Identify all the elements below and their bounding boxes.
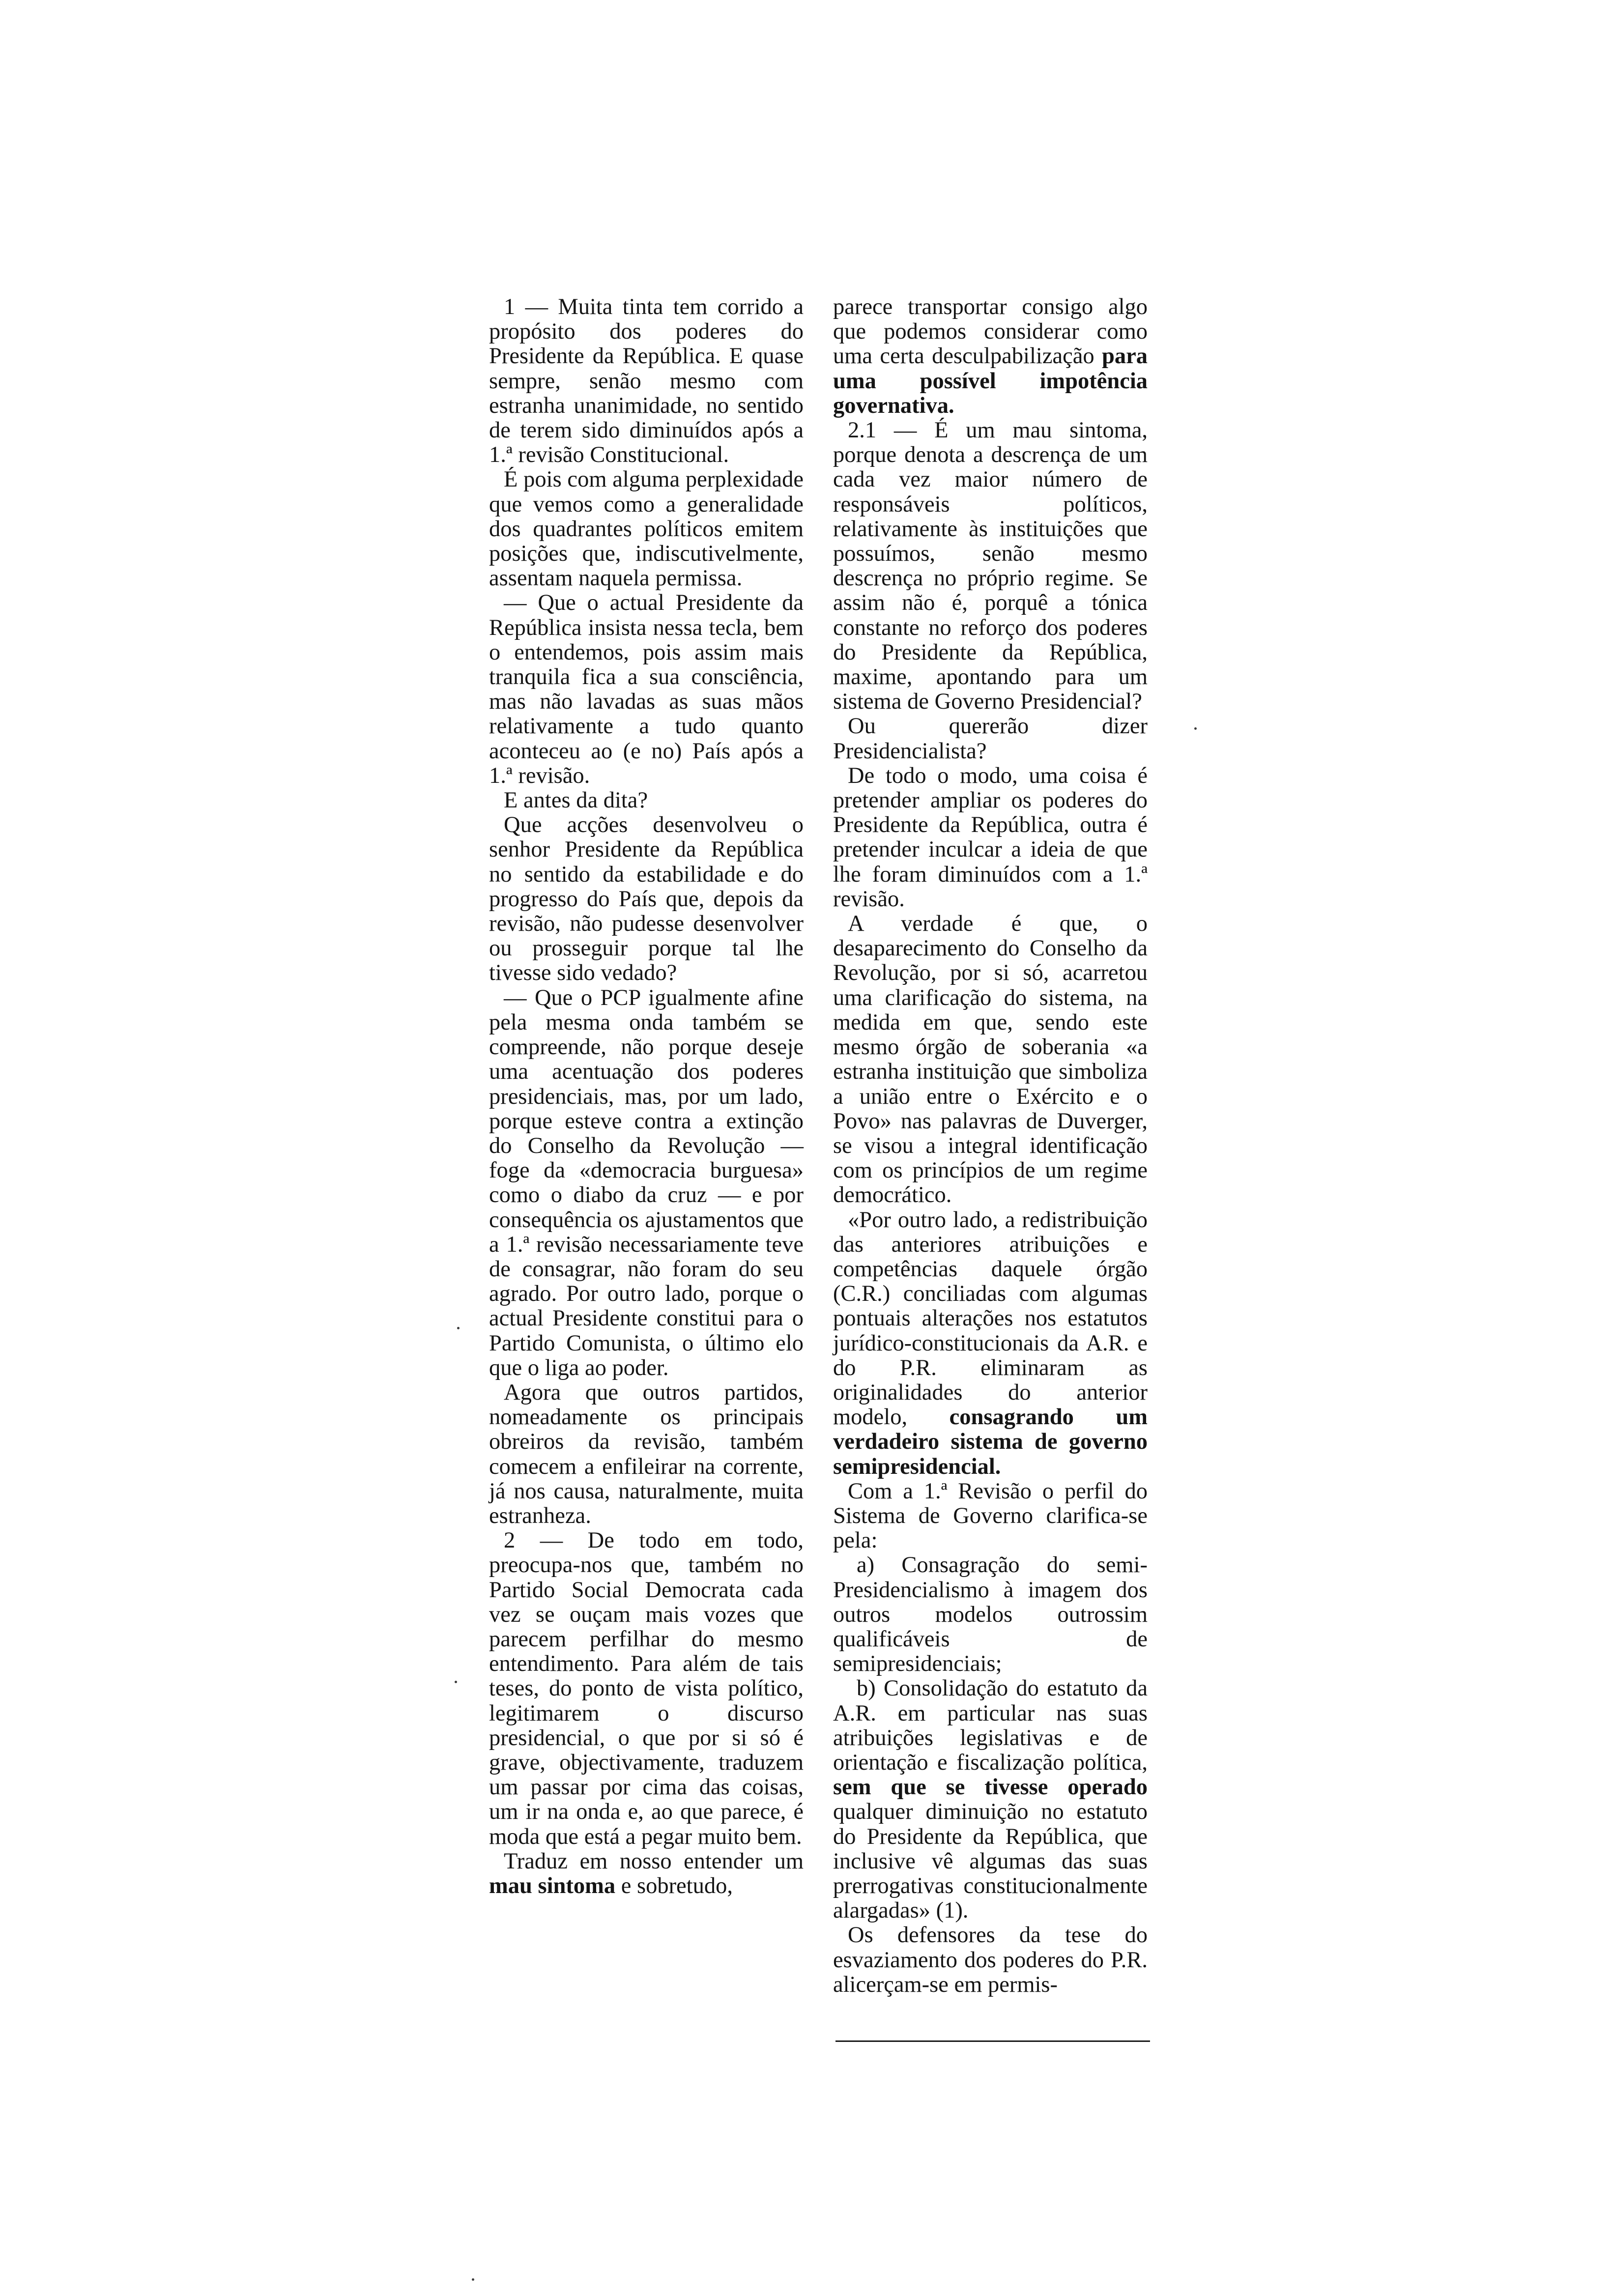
paragraph bbox=[833, 1676, 1148, 1923]
paragraph: Os defensores da tese do esvaziamento dos poderes do P.R. alicerçam-se em permis- bbox=[833, 1923, 1148, 1997]
paragraph: Com a 1.ª Revisão o perfil do Sistema de Governo clarifica-se pela: bbox=[833, 1478, 1148, 1553]
paragraph-text: qualquer diminuição no estatuto do Presidente da República, que inclusive vê algumas das suas prerrogativas constitucionalmente alargadas» (1). bbox=[833, 1799, 1148, 1923]
paragraph: 2 — De todo em todo, preocupa-nos que, também no Partido Social Democrata cada vez se ouçam mais vozes que parecem perfilhar do mesmo entendimento. Para além de tais teses, do ponto de vista político, legitimarem o discurso presidencial, o que por si só é grave, objectivamente, traduzem um passar por cima das coisas, um ir na onda e, ao que parece, é moda que está a pegar muito bem. bbox=[489, 1528, 804, 1849]
article-column-left bbox=[489, 295, 804, 1898]
bottom-rule bbox=[835, 2040, 1150, 2042]
paragraph: E antes da dita? bbox=[504, 788, 648, 813]
paragraph bbox=[833, 295, 1148, 418]
paragraph: Agora que outros partidos, nomeadamente os principais obreiros da revisão, também comecem a enfileirar na corrente, já nos causa, naturalmente, muita estranheza. bbox=[489, 1379, 804, 1528]
paragraph: 2.1 — É um mau sintoma, porque denota a descrença de um cada vez maior número de responsáveis políticos, relativamente às instituições que possuímos, senão mesmo descrença no próprio regime. Se assim não é, porquê a tónica constante no reforço dos poderes do Presidente da República, maxime, apontando para um sistema de Governo Presidencial? bbox=[833, 418, 1148, 715]
paragraph bbox=[833, 1208, 1148, 1479]
paragraph-text: e sobretudo, bbox=[615, 1873, 733, 1898]
bold-phrase: para uma possível impotência governativa. bbox=[833, 344, 1148, 418]
article-column-right bbox=[833, 295, 1148, 1997]
paragraph: A verdade é que, o desaparecimento do Conselho da Revolução, por si só, acarretou uma clarificação do sistema, na medida em que, sendo este mesmo órgão de soberania «a estranha instituição que simboliza a união entre o Exército e o Povo» nas palavras de Duverger, se visou a integral identificação com os princípios de um regime democrático. bbox=[833, 911, 1148, 1208]
bold-phrase: consagrando um verdadeiro sistema de governo semipresidencial. bbox=[833, 1405, 1148, 1479]
paragraph-text: «Por outro lado, a redistribuição das anteriores atribuições e competências daquele órgão (C.R.) conciliadas com algumas pontuais alterações nos estatutos jurídico-constitucionais da A.R. e do P.R. eliminaram as originalidades do anterior modelo, bbox=[833, 1207, 1148, 1430]
scan-speck bbox=[457, 1327, 460, 1329]
paragraph: De todo o modo, uma coisa é pretender ampliar os poderes do Presidente da República, outra é pretender inculcar a ideia de que lhe foram diminuídos com a 1.ª revisão. bbox=[833, 763, 1148, 912]
scan-speck bbox=[472, 2278, 474, 2281]
paragraph: — Que o actual Presidente da República insista nessa tecla, bem o entendemos, pois assim mais tranquila fica a sua consciência, mas não lavadas as suas mãos relativamente a tudo quanto aconteceu ao (e no) País após a 1.ª revisão. bbox=[489, 590, 804, 788]
paragraph: a) Consagração do semi-Presidencialismo à imagem dos outros modelos outrossim qualificáveis de semipresidenciais; bbox=[833, 1552, 1148, 1677]
paragraph bbox=[489, 1849, 804, 1898]
bold-phrase: sem que se tivesse operado bbox=[833, 1775, 1148, 1800]
paragraph: Que acções desenvolveu o senhor Presidente da República no sentido da estabilidade e do progresso do País que, depois da revisão, não pudesse desenvolver ou prosseguir porque tal lhe tivesse sido vedado? bbox=[489, 812, 804, 986]
paragraph-text: b) Consolidação do estatuto da A.R. em particular nas suas atribuições legislativas e de orientação e fiscalização política, bbox=[833, 1676, 1148, 1775]
paragraph-text: parece transportar consigo algo que podemos considerar como uma certa desculpabilização bbox=[833, 294, 1148, 369]
bold-phrase: mau sintoma bbox=[489, 1873, 616, 1898]
paragraph: — Que o PCP igualmente afine pela mesma onda também se compreende, não porque deseje uma acentuação dos poderes presidenciais, mas, por um lado, porque esteve contra a extinção do Conselho da Revolução — foge da «democracia burguesa» como o diabo da cruz — e por consequência os ajustamentos que a 1.ª revisão necessariamente teve de consagrar, não foram do seu agrado. Por outro lado, porque o actual Presidente constitui para o Partido Comunista, o último elo que o liga ao poder. bbox=[489, 985, 804, 1380]
paragraph: Ou quererão dizer Presidencialista? bbox=[833, 714, 1148, 764]
paragraph-text: Traduz em nosso entender um bbox=[504, 1848, 804, 1874]
paragraph: É pois com alguma perplexidade que vemos como a generalidade dos quadrantes políticos emitem posições que, indiscutivelmente, assentam naquela permissa. bbox=[489, 467, 804, 591]
scan-speck bbox=[455, 1681, 457, 1683]
paragraph: 1 — Muita tinta tem corrido a propósito dos poderes do Presidente da República. E quase sempre, senão mesmo com estranha unanimidade, no sentido de terem sido diminuídos após a 1.ª revisão Constitucional. bbox=[489, 294, 804, 468]
scan-speck bbox=[1194, 727, 1197, 730]
